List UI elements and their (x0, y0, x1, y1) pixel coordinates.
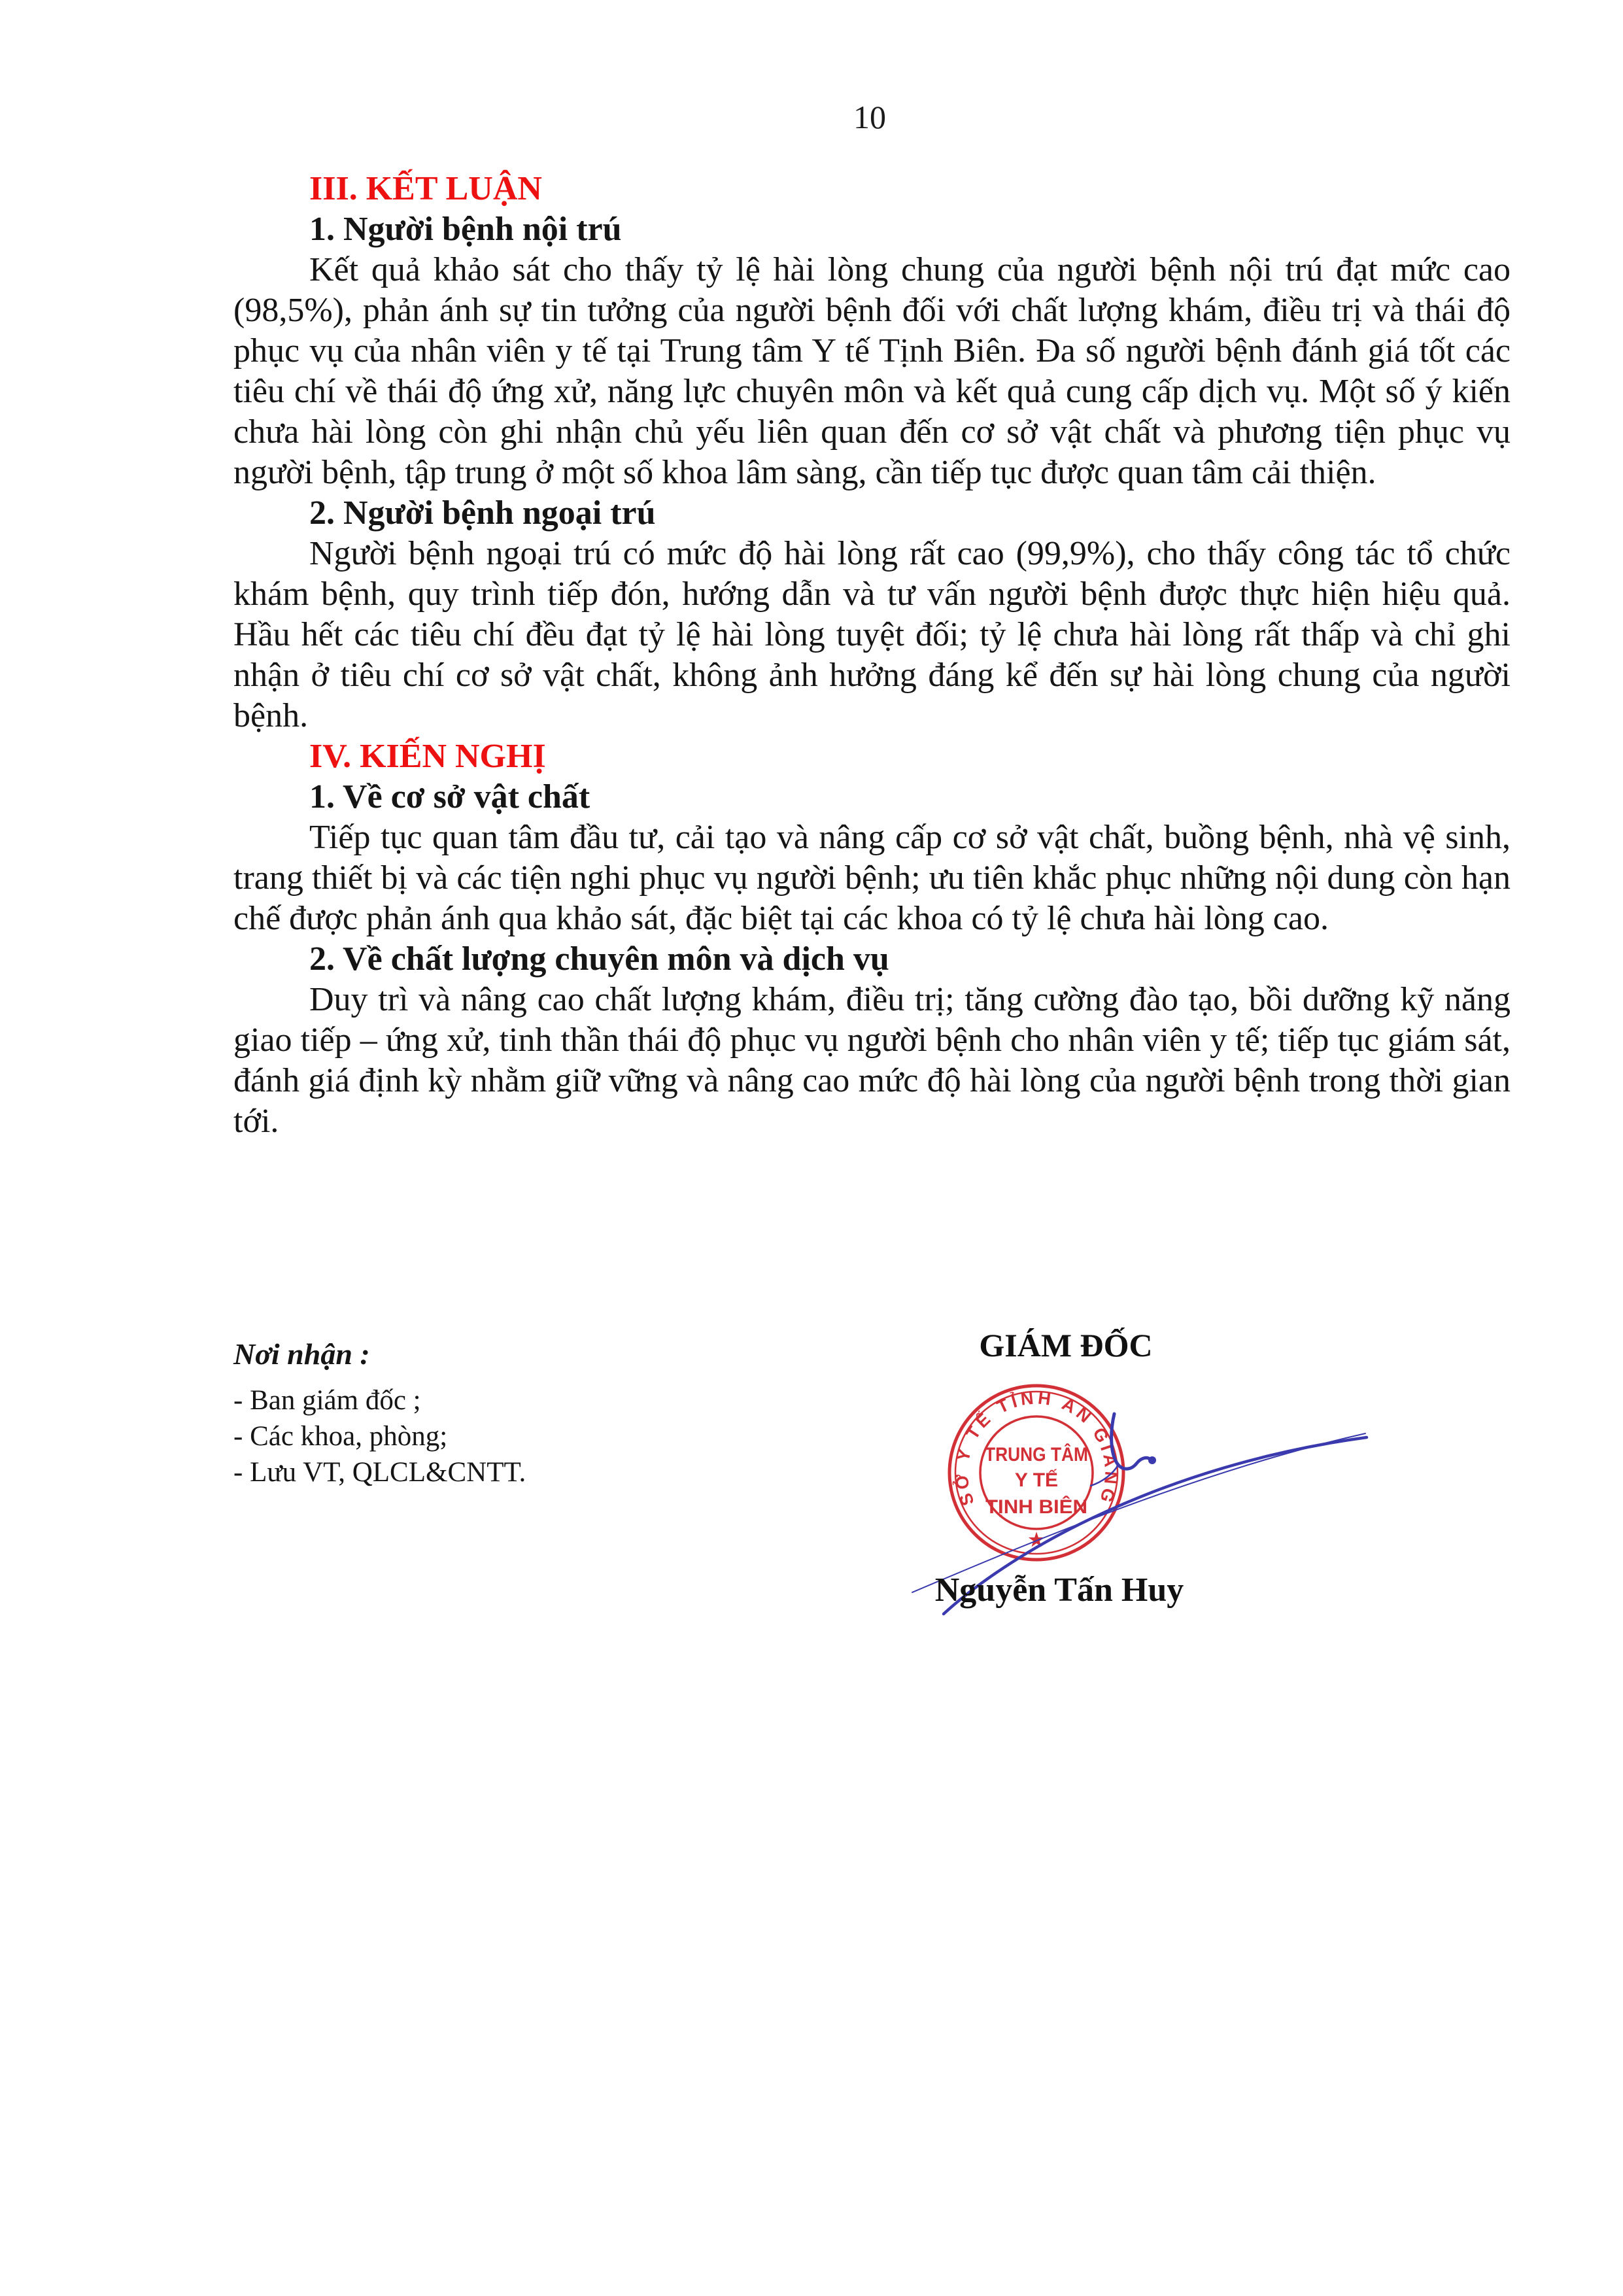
subsection-heading-facilities: 1. Về cơ sở vật chất (309, 778, 590, 815)
paragraph-facilities: Tiếp tục quan tâm đầu tư, cải tạo và nâng cấp cơ sở vật chất, buồng bệnh, nhà vệ sinh, trang thiết bị và các tiện nghi phục vụ người bệnh; ưu tiên khắc phục những nội dung còn hạn chế được phản ánh qua khảo sát, đặc biệt tại các khoa có tỷ lệ chưa hài lòng cao. (233, 819, 1511, 937)
document-body (233, 169, 1511, 1142)
signature-hook-stroke (1112, 1414, 1151, 1469)
stamp-center-line3: TỊNH BIÊN (985, 1496, 1084, 1518)
subsection-heading-quality: 2. Về chất lượng chuyên môn và dịch vụ (309, 940, 889, 978)
recipient-item: - Các khoa, phòng; (233, 1421, 448, 1452)
signature-tail-stroke (1091, 1465, 1118, 1486)
signature-thin-stroke (912, 1433, 1365, 1592)
signer-title: GIÁM ĐỐC (979, 1327, 1153, 1363)
paragraph-inpatient: Kết quả khảo sát cho thấy tỷ lệ hài lòng chung của người bệnh nội trú đạt mức cao (98,5%), phản ánh sự tin tưởng của người bệnh đối với chất lượng khám, điều trị và thái độ phục vụ của nhân viên y tế tại Trung tâm Y tế Tịnh Biên. Đa số người bệnh đánh giá tốt các tiêu chí về thái độ ứng xử, năng lực chuyên môn và kết quả cung cấp dịch vụ. Một số ý kiến chưa hài lòng còn ghi nhận chủ yếu liên quan đến cơ sở vật chất và phương tiện phục vụ người bệnh, tập trung ở một số khoa lâm sàng, cần tiếp tục được quan tâm cải thiện. (233, 251, 1511, 491)
recipients-block (233, 1335, 691, 1490)
subsection-heading-inpatient: 1. Người bệnh nội trú (309, 211, 622, 248)
signature-ink-dot (1148, 1456, 1156, 1464)
stamp-ring-text: SỞ Y TẾ TỈNH AN GIANG (951, 1388, 1121, 1509)
section-heading-recommendation: IV. KIẾN NGHỊ (309, 738, 546, 775)
recipient-item: - Lưu VT, QLCL&CNTT. (233, 1457, 526, 1488)
subsection-heading-outpatient: 2. Người bệnh ngoại trú (309, 494, 656, 532)
paragraph-quality: Duy trì và nâng cao chất lượng khám, điều trị; tăng cường đào tạo, bồi dưỡng kỹ năng giao tiếp – ứng xử, tinh thần thái độ phục vụ người bệnh cho nhân viên y tế; tiếp tục giám sát, đánh giá định kỳ nhằm giữ vững và nâng cao mức độ hài lòng của người bệnh trong thời gian tới. (233, 981, 1511, 1140)
paragraph-outpatient: Người bệnh ngoại trú có mức độ hài lòng rất cao (99,9%), cho thấy công tác tổ chức khám bệnh, quy trình tiếp đón, hướng dẫn và tư vấn người bệnh được thực hiện hiệu quả. Hầu hết các tiêu chí đều đạt tỷ lệ hài lòng tuyệt đối; tỷ lệ chưa hài lòng rất thấp và chỉ ghi nhận ở tiêu chí cơ sở vật chất, không ảnh hưởng đáng kể đến sự hài lòng chung của người bệnh. (233, 535, 1511, 734)
section-heading-conclusion: III. KẾT LUẬN (309, 170, 542, 207)
recipient-item: - Ban giám đốc ; (233, 1385, 421, 1416)
page-number: 10 (853, 99, 886, 135)
stamp-center-line1: TRUNG TÂM (985, 1444, 1102, 1465)
recipients-label: Nơi nhận : (233, 1337, 370, 1371)
stamp-center-line2: Y TẾ (1014, 1469, 1059, 1491)
signer-name: Nguyễn Tấn Huy (934, 1571, 1184, 1609)
stamp-star-icon: ★ (1028, 1530, 1045, 1550)
